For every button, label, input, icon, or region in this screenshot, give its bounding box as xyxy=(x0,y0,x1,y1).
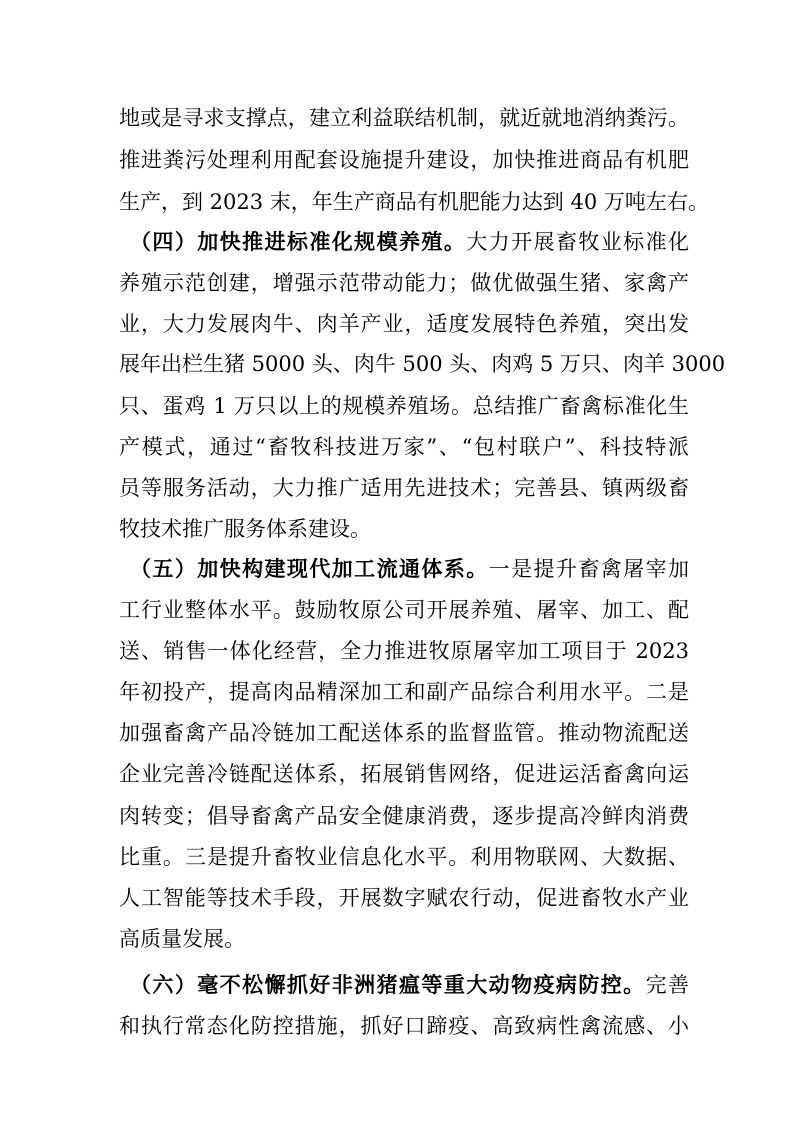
line-text: 加强畜禽产品冷链加工配送体系的监督监管。推动物流配送 xyxy=(119,721,689,745)
line-text: 一是提升畜禽屠宰加 xyxy=(488,557,690,581)
body-text-line xyxy=(119,837,689,877)
line-text: 企业完善冷链配送体系，拓展销售网络，促进运活畜禽向运 xyxy=(119,762,689,786)
body-text-line xyxy=(119,344,726,384)
line-text: 产模式，通过“畜牧科技进万家”、“包村联户”、科技特派 xyxy=(119,435,689,459)
body-text-line xyxy=(119,919,689,959)
section-heading: （五）加快构建现代加工流通体系。 xyxy=(130,556,489,581)
body-text-line xyxy=(119,796,689,836)
body-text-line xyxy=(119,468,689,508)
line-text: 地或是寻求支撑点，建立利益联结机制，就近就地消纳粪污。 xyxy=(119,106,689,130)
line-text: 生产，到 2023 末，年生产商品有机肥能力达到 40 万吨左右。 xyxy=(119,190,709,214)
section-heading-line xyxy=(130,965,689,1005)
body-text-line xyxy=(119,754,689,794)
body-text-line xyxy=(119,263,689,303)
line-text: 比重。三是提升畜牧业信息化水平。利用物联网、大数据、 xyxy=(119,845,689,869)
line-text: 业，大力发展肉牛、肉羊产业，适度发展特色养殖，突出发 xyxy=(119,312,689,336)
line-text: 肉转变；倡导畜禽产品安全健康消费，逐步提高冷鲜肉消费 xyxy=(119,804,689,828)
line-text: 和执行常态化防控措施，抓好口蹄疫、高致病性禽流感、小 xyxy=(119,1014,689,1038)
section-heading-line xyxy=(130,549,689,589)
line-text: 送、销售一体化经营，全力推进牧原屠宰加工项目于 2023 xyxy=(119,639,689,663)
line-text: 人工智能等技术手段，开展数字赋农行动，促进畜牧水产业 xyxy=(119,886,689,910)
line-text: 工行业整体水平。鼓励牧原公司开展养殖、屠宰、加工、配 xyxy=(119,598,689,622)
line-text: 高质量发展。 xyxy=(119,927,245,951)
line-text: 员等服务活动，大力推广适用先进技术；完善县、镇两级畜 xyxy=(119,476,689,500)
body-text-line xyxy=(119,878,689,918)
line-text: 展年出栏生猪 5000 头、肉牛 500 头、肉鸡 5 万只、肉羊 3000 xyxy=(119,352,726,376)
line-text: 养殖示范创建，增强示范带动能力；做优做强生猪、家禽产 xyxy=(119,271,689,295)
body-text-line xyxy=(119,1006,689,1046)
section-heading-line xyxy=(130,222,689,262)
body-text-line xyxy=(119,304,689,344)
line-text: 牧技术推广服务体系建设。 xyxy=(119,517,371,541)
line-text: 年初投产，提高肉品精深加工和副产品综合利用水平。二是 xyxy=(119,680,689,704)
line-text: 推进粪污处理利用配套设施提升建设，加快推进商品有机肥 xyxy=(119,148,689,172)
body-text-line xyxy=(119,182,709,222)
body-text-line xyxy=(119,140,689,180)
body-text-line xyxy=(119,509,689,549)
body-text-line xyxy=(119,631,689,671)
line-text: 完善 xyxy=(645,973,690,997)
line-text: 大力开展畜牧业标准化 xyxy=(466,230,689,254)
section-heading: （六）毫不松懈抓好非洲猪瘟等重大动物疫病防控。 xyxy=(130,972,646,997)
body-text-line xyxy=(119,427,689,467)
line-text: 只、蛋鸡 1 万只以上的规模养殖场。总结推广畜禽标准化生 xyxy=(119,394,689,418)
body-text-line xyxy=(119,672,689,712)
body-text-line xyxy=(119,713,689,753)
section-heading: （四）加快推进标准化规模养殖。 xyxy=(130,229,467,254)
body-text-line xyxy=(119,98,689,138)
body-text-line xyxy=(119,590,689,630)
body-text-line xyxy=(119,386,689,426)
